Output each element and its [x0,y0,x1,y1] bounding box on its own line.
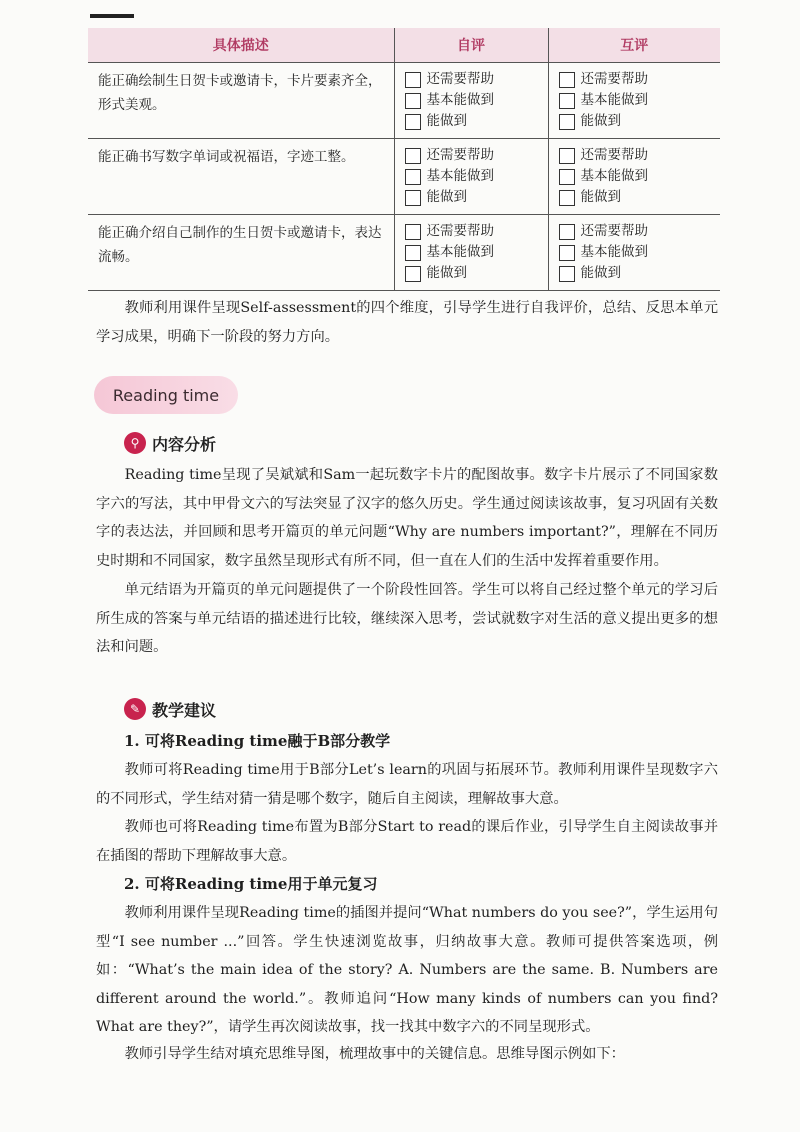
option-label: 能做到 [580,265,621,281]
checkbox[interactable] [559,72,575,88]
option-label: 能做到 [426,113,467,129]
peer-eval-options [548,215,720,291]
option-label: 还需要帮助 [426,223,494,239]
peer-eval-options [548,139,720,215]
checkbox[interactable] [405,93,421,109]
checkbox[interactable] [405,169,421,185]
option-label: 能做到 [426,189,467,205]
option-label: 还需要帮助 [580,223,648,239]
self-eval-options [394,63,548,139]
assessment-table [88,28,720,291]
content-analysis-paragraph: Reading time呈现了吴斌斌和Sam一起玩数字卡片的配图故事。数字卡片展示了不同国家数字六的写法，其中甲骨文六的写法突显了汉字的悠久历史。学生通过阅读该故事，复习巩固有关数字的表达法，并回顾和思考开篇页的单元问题“Why are numbers important?”，理解在不同历史时期和不同国家，数字虽然呈现形式有所不同，但一直在人们的生活中发挥着重要作用。 [96,467,718,569]
checkbox[interactable] [559,93,575,109]
option-label: 还需要帮助 [580,147,648,163]
teaching-paragraph: 教师利用课件呈现Reading time的插图并提问“What numbers do you see?”，学生运用句型“I see number ...”回答。学生快速浏览故事，归纳故事大意。教师可提供答案选项，例如：“What’s the main idea of the story? A. Numbers are the same. B. Numbers are different around the world.”。教师追问“How many kinds of numbers can you find? What are they?”，请学生再次阅读故事，找一找其中数字六的不同呈现形式。 [96,905,718,1036]
option-label: 基本能做到 [580,92,648,108]
option-label: 基本能做到 [580,168,648,184]
checkbox[interactable] [559,148,575,164]
checkbox[interactable] [559,245,575,261]
option-label: 基本能做到 [426,92,494,108]
checkbox[interactable] [405,224,421,240]
option-label: 基本能做到 [426,168,494,184]
option-label: 还需要帮助 [580,71,648,87]
top-rule [90,14,134,18]
checkbox[interactable] [559,169,575,185]
option-label: 基本能做到 [580,244,648,260]
row-description: 能正确绘制生日贺卡或邀请卡，卡片要素齐全，形式美观。 [88,63,394,139]
peer-eval-options [548,63,720,139]
table-row [88,139,720,215]
pencil-icon: ✎ [124,698,146,720]
content-analysis-title: 内容分析 [152,435,217,454]
teaching-paragraph: 教师可将Reading time用于B部分Let’s learn的巩固与拓展环节。教师利用课件呈现数字六的不同形式，学生结对猜一猜是哪个数字，随后自主阅读，理解故事大意。 [96,762,718,807]
self-eval-options [394,215,548,291]
teaching-paragraph: 教师也可将Reading time布置为B部分Start to read的课后作业，引导学生自主阅读故事并在插图的帮助下理解故事大意。 [96,819,718,864]
self-eval-options [394,139,548,215]
checkbox[interactable] [405,190,421,206]
option-label: 能做到 [580,113,621,129]
teaching-paragraph: 教师引导学生结对填充思维导图，梳理故事中的关键信息。思维导图示例如下： [124,1046,625,1062]
table-row [88,215,720,291]
checkbox[interactable] [405,245,421,261]
header-self-eval: 自评 [394,28,548,63]
magnifier-icon: ⚲ [124,432,146,454]
option-label: 能做到 [426,265,467,281]
table-header-row [88,28,720,63]
content-analysis-paragraph: 单元结语为开篇页的单元问题提供了一个阶段性回答。学生可以将自己经过整个单元的学习后所生成的答案与单元结语的描述进行比较，继续深入思考，尝试就数字对生活的意义提出更多的想法和问题。 [96,582,718,656]
checkbox[interactable] [559,266,575,282]
row-description: 能正确介绍自己制作的生日贺卡或邀请卡，表达流畅。 [88,215,394,291]
subheading: 2. 可将Reading time用于单元复习 [124,875,378,893]
checkbox[interactable] [405,72,421,88]
header-peer-eval: 互评 [548,28,720,63]
checkbox[interactable] [405,148,421,164]
row-description: 能正确书写数字单词或祝福语，字迹工整。 [88,139,394,215]
option-label: 能做到 [580,189,621,205]
option-label: 还需要帮助 [426,71,494,87]
header-description: 具体描述 [88,28,394,63]
assessment-note: 教师利用课件呈现Self-assessment的四个维度，引导学生进行自我评价，总结、反思本单元学习成果，明确下一阶段的努力方向。 [96,300,718,345]
checkbox[interactable] [559,190,575,206]
reading-time-label: Reading time [94,376,238,414]
table-row [88,63,720,139]
checkbox[interactable] [559,224,575,240]
option-label: 基本能做到 [426,244,494,260]
checkbox[interactable] [405,266,421,282]
subheading: 1. 可将Reading time融于B部分教学 [124,732,391,750]
teaching-suggestions-title: 教学建议 [152,701,217,720]
option-label: 还需要帮助 [426,147,494,163]
checkbox[interactable] [559,114,575,130]
checkbox[interactable] [405,114,421,130]
